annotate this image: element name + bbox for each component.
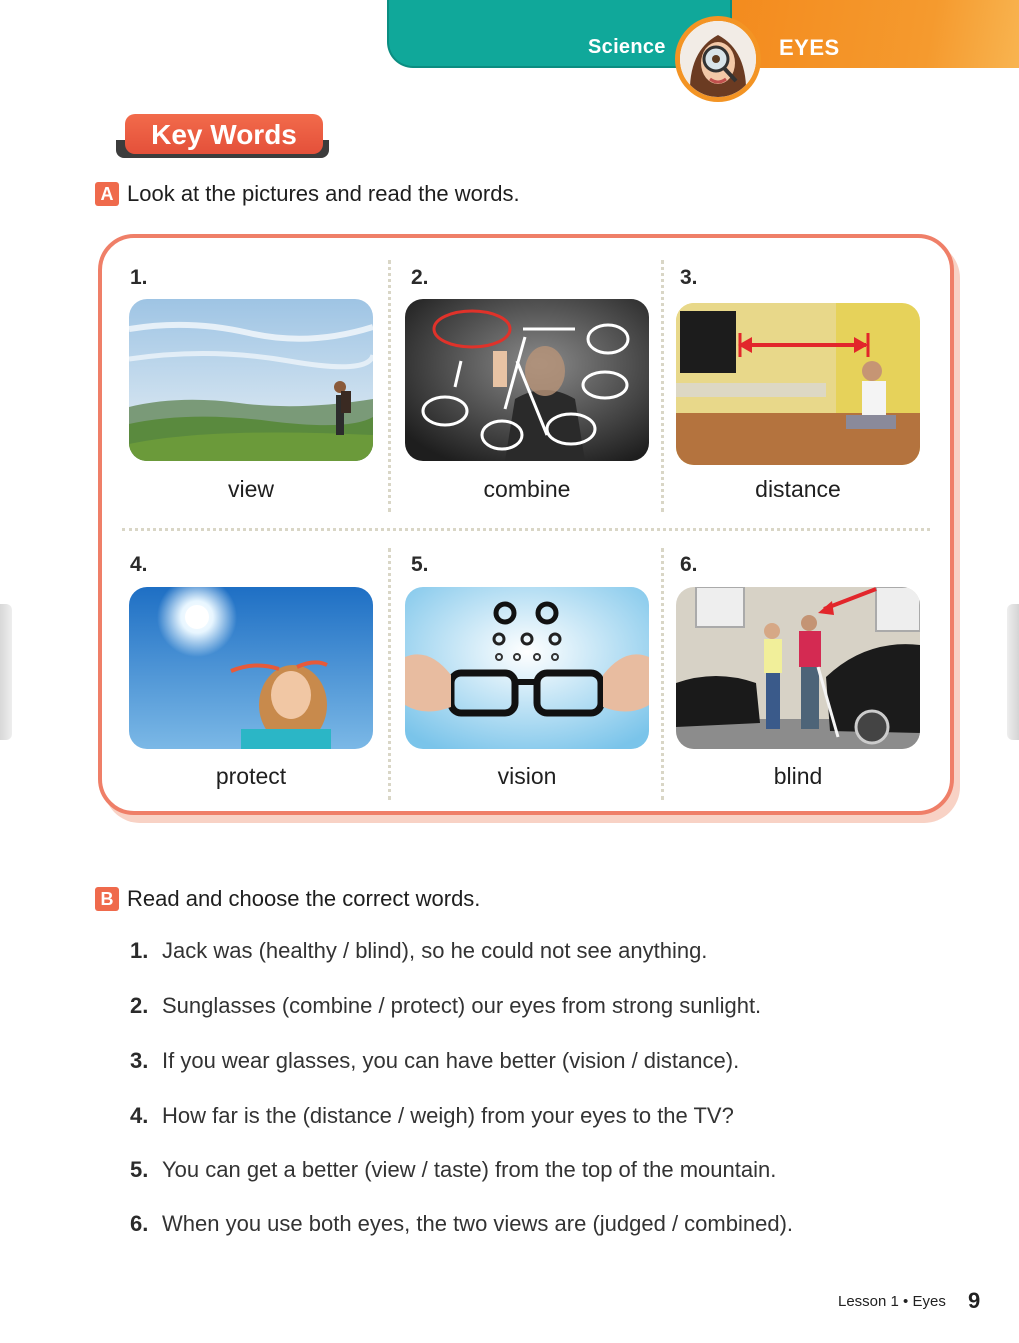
combine-image [405,299,649,461]
header-subject: Science [588,36,666,58]
exercise-text: Sunglasses (combine / protect) our eyes from strong sunlight. [162,993,762,1018]
section-a-heading [95,180,520,207]
vocab-number: 6. [680,553,698,576]
section-b-badge: B [95,887,119,911]
next-page-tab[interactable] [1007,604,1019,740]
key-words-title: Key Words [125,114,323,154]
vocab-number: 5. [411,553,429,576]
divider [388,548,391,800]
vocab-number: 1. [130,266,148,289]
divider [122,528,930,531]
exercise-text: Jack was (healthy / blind), so he could not see anything. [162,938,708,963]
vocab-number: 4. [130,553,148,576]
exercise-item [130,1048,739,1074]
exercise-number: 5. [130,1157,149,1182]
section-a-badge: A [95,182,119,206]
exercise-item [130,1211,793,1237]
section-a-instruction: Look at the pictures and read the words. [127,181,520,207]
exercise-text: If you wear glasses, you can have better (vision / distance). [162,1048,740,1073]
page-number: 9 [968,1288,981,1313]
exercise-item [130,1103,734,1129]
vocab-word: protect [215,763,287,789]
section-b-heading [95,885,480,912]
exercise-text: How far is the (distance / weigh) from your eyes to the TV? [162,1103,734,1128]
divider [661,548,664,800]
vocab-word: vision [497,763,557,789]
vocab-word: blind [773,763,823,789]
vocab-word: distance [755,476,841,502]
divider [661,260,664,512]
view-image [129,299,373,461]
exercise-item [130,938,707,964]
vocab-word: view [227,476,274,502]
exercise-text: When you use both eyes, the two views are (judged / combined). [162,1211,794,1236]
vocab-word: combine [483,476,571,502]
vision-image [405,587,649,749]
divider [388,260,391,512]
exercise-number: 3. [130,1048,149,1073]
previous-page-tab[interactable] [0,604,12,740]
exercise-number: 1. [130,938,149,963]
vocab-number: 3. [680,266,698,289]
section-b-instruction: Read and choose the correct words. [127,886,481,912]
protect-image [129,587,373,749]
exercise-number: 4. [130,1103,149,1128]
header-topic: EYES [779,35,840,60]
exercise-item [130,1157,776,1183]
exercise-number: 2. [130,993,149,1018]
exercise-item [130,993,761,1019]
blind-image [676,587,920,749]
footer-lesson: Lesson 1 • Eyes [838,1293,946,1310]
exercise-text: You can get a better (view / taste) from the top of the mountain. [162,1157,777,1182]
magnifier-girl-icon [675,16,761,102]
exercise-number: 6. [130,1211,149,1236]
distance-image [676,303,920,465]
header-orange-band [716,0,1019,68]
vocab-number: 2. [411,266,429,289]
